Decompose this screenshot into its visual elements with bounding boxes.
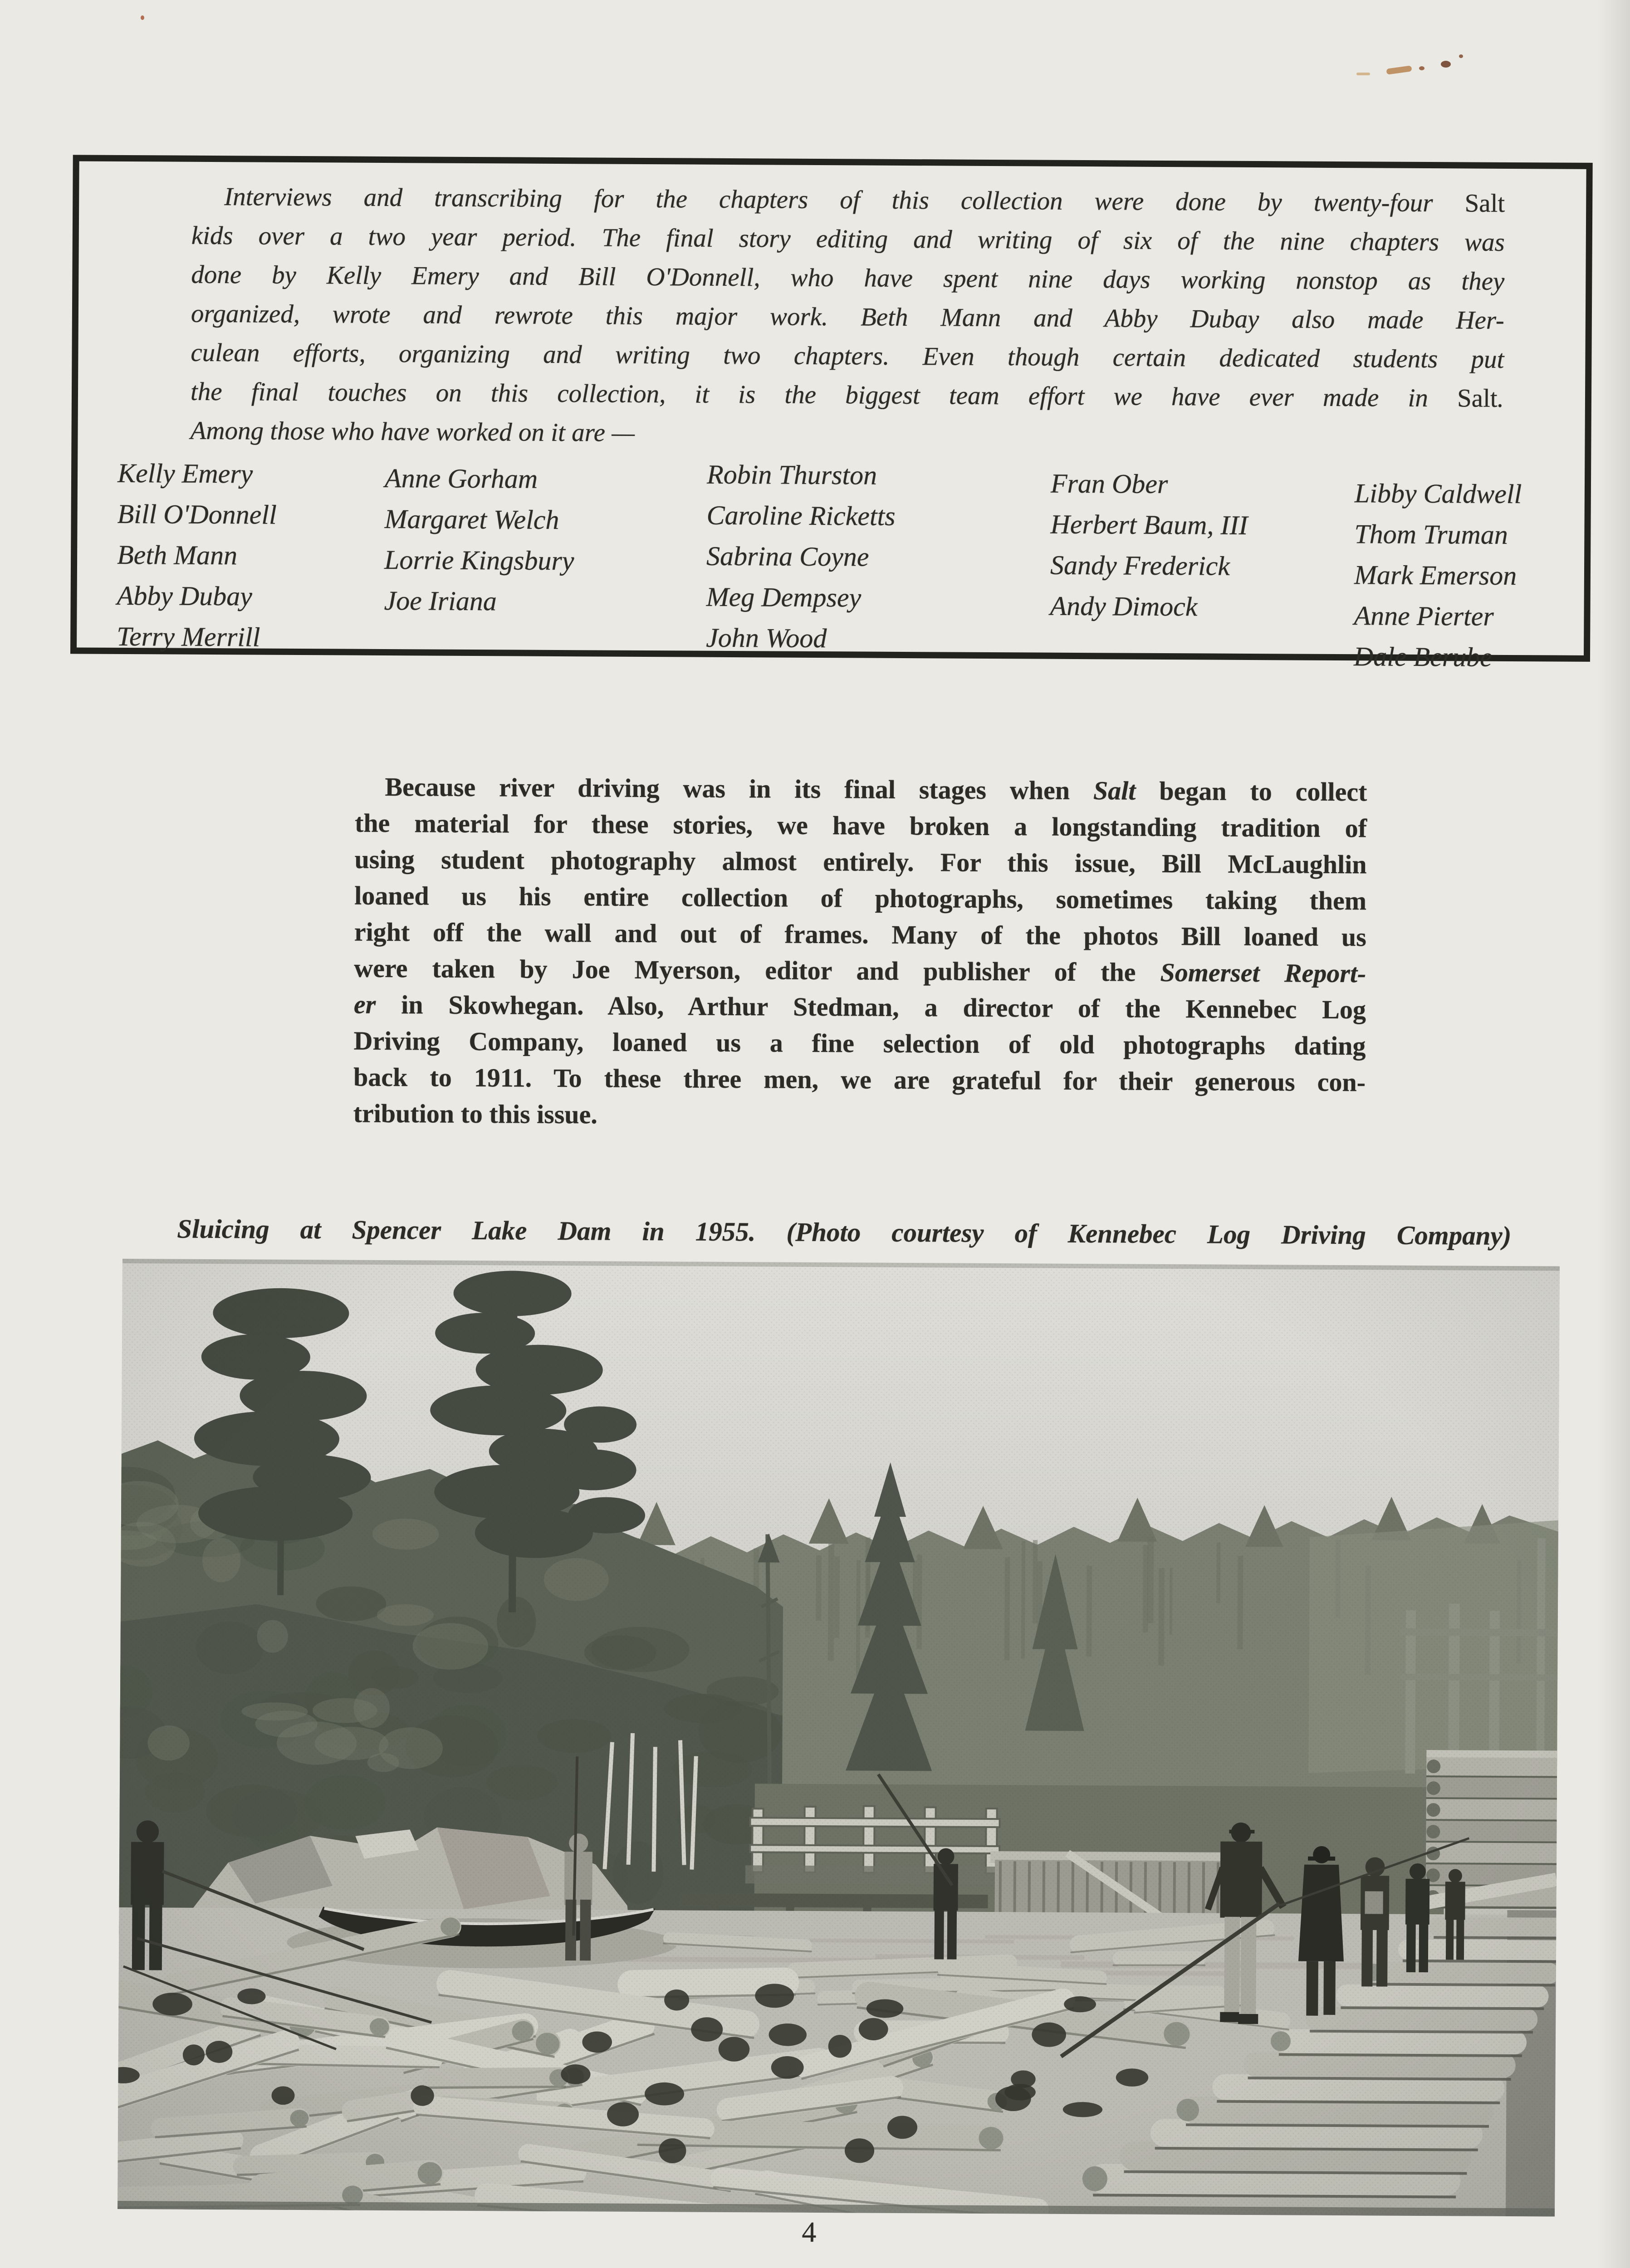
intro-line — [354, 950, 1366, 992]
photo-illustration — [117, 1259, 1560, 2217]
contributor-name: Caroline Ricketts — [706, 500, 896, 531]
text-segment: Driving Company, loaned us a fine selection of old photographs dating — [353, 1026, 1366, 1061]
credit-line — [191, 255, 1504, 301]
text-segment: the final touches on this collection, it is the biggest team effort we have ever made in — [190, 377, 1458, 413]
intro-line — [354, 987, 1366, 1028]
contributor-name: Meg Dempsey — [706, 582, 862, 613]
photograph — [117, 1259, 1560, 2217]
intro-line — [353, 1059, 1366, 1101]
contributor-name: Andy Dimock — [1050, 591, 1198, 622]
text-segment: Salt — [1457, 384, 1498, 413]
intro-line — [355, 769, 1367, 811]
contributor-name: Lorrie Kingsbury — [384, 544, 574, 576]
intro-line — [354, 914, 1366, 956]
credit-line — [190, 411, 1503, 457]
contributor-name: Terry Merrill — [117, 621, 260, 652]
credit-line — [191, 216, 1505, 262]
text-segment: . — [1497, 384, 1504, 413]
paper-stain — [1419, 66, 1424, 70]
text-segment: tribution to this issue. — [353, 1098, 598, 1129]
contributor-name: Margaret Welch — [384, 503, 559, 535]
contributor-name: Mark Emerson — [1354, 560, 1517, 591]
text-segment: right off the wall and out of frames. Many of the photos Bill loaned us — [354, 917, 1366, 952]
text-segment: Salt — [1464, 189, 1505, 218]
paper-stain — [1356, 73, 1370, 75]
text-segment: er — [353, 989, 376, 1019]
contributor-name: Abby Dubay — [117, 580, 253, 611]
credits-paragraph — [190, 177, 1505, 457]
contributor-column — [384, 458, 574, 622]
contributor-name: Herbert Baum, III — [1050, 509, 1248, 540]
contributor-column — [1354, 473, 1522, 678]
text-segment: Among those who have worked on it are — — [190, 416, 635, 447]
intro-line — [355, 805, 1367, 847]
contributor-name: Fran Ober — [1050, 468, 1168, 499]
text-segment: kids over a two year period. The final story editing and writing of six of the nine chapters was — [191, 221, 1505, 257]
contributor-name: Libby Caldwell — [1354, 478, 1522, 509]
text-segment: the material for these stories, we have broken a longstanding tradition of — [354, 808, 1367, 843]
credit-line — [191, 294, 1504, 340]
contributor-name: Thom Truman — [1354, 519, 1508, 550]
paper-stain — [1441, 61, 1451, 68]
text-segment: in Skowhegan. Also, Arthur Stedman, a director of the Kennebec Log — [376, 989, 1366, 1025]
page-number: 4 — [802, 2215, 817, 2248]
contributor-name: Dale Berube — [1353, 641, 1493, 672]
photo-caption: Sluicing at Spencer Lake Dam in 1955. (Photo courtesy of Kennebec Log Driving Company) — [177, 1213, 1512, 1251]
contributor-name: Beth Mann — [117, 539, 238, 571]
intro-line — [354, 841, 1366, 883]
intro-paragraph — [353, 769, 1367, 1137]
contributor-name: Kelly Emery — [117, 458, 253, 489]
contributor-name: Robin Thurston — [706, 459, 877, 490]
text-segment: done by Kelly Emery and Bill O'Donnell, who have spent nine days working nonstop as they — [191, 260, 1505, 296]
text-segment: Somerset Report- — [1160, 957, 1366, 988]
contributor-name: Sandy Frederick — [1050, 550, 1230, 581]
intro-line — [353, 1023, 1366, 1065]
paper-stain — [1459, 54, 1463, 58]
text-segment: Salt — [1093, 776, 1136, 806]
contributor-column — [1050, 463, 1248, 627]
contributor-name: John Wood — [706, 622, 827, 654]
text-segment: loaned us his entire collection of photographs, sometimes taking them — [354, 880, 1367, 916]
text-segment: began to collect — [1136, 776, 1367, 807]
contributor-name: Anne Gorham — [384, 463, 538, 494]
intro-line — [353, 1095, 1365, 1137]
text-segment: Because river driving was in its final stages when — [385, 772, 1094, 806]
text-segment: back to 1911. To these three men, we are grateful for their generous con- — [353, 1062, 1366, 1097]
contributor-name: Joe Iriana — [384, 585, 497, 616]
paper-stain — [141, 15, 144, 20]
credit-line — [191, 177, 1505, 223]
contributor-name: Bill O'Donnell — [117, 499, 277, 530]
contributor-name: Anne Pierter — [1354, 601, 1494, 631]
contributor-name: Sabrina Coyne — [706, 541, 869, 572]
credit-line — [191, 372, 1504, 418]
scan-edge-shade — [1598, 0, 1630, 2268]
text-segment: organized, wrote and rewrote this major work. Beth Mann and Abby Dubay also made Her- — [191, 299, 1505, 335]
text-segment: Interviews and transcribing for the chapters of this collection were done by twenty-four — [224, 182, 1465, 218]
text-segment: were taken by Joe Myerson, editor and publisher of the — [354, 953, 1160, 987]
text-segment: using student photography almost entirely. For this issue, Bill McLaughlin — [354, 844, 1367, 880]
credit-line — [191, 333, 1504, 379]
text-segment: culean efforts, organizing and writing two chapters. Even though certain dedicated students put — [191, 338, 1504, 374]
contributor-column — [117, 453, 277, 658]
intro-line — [354, 878, 1366, 919]
contributor-column — [706, 454, 896, 659]
